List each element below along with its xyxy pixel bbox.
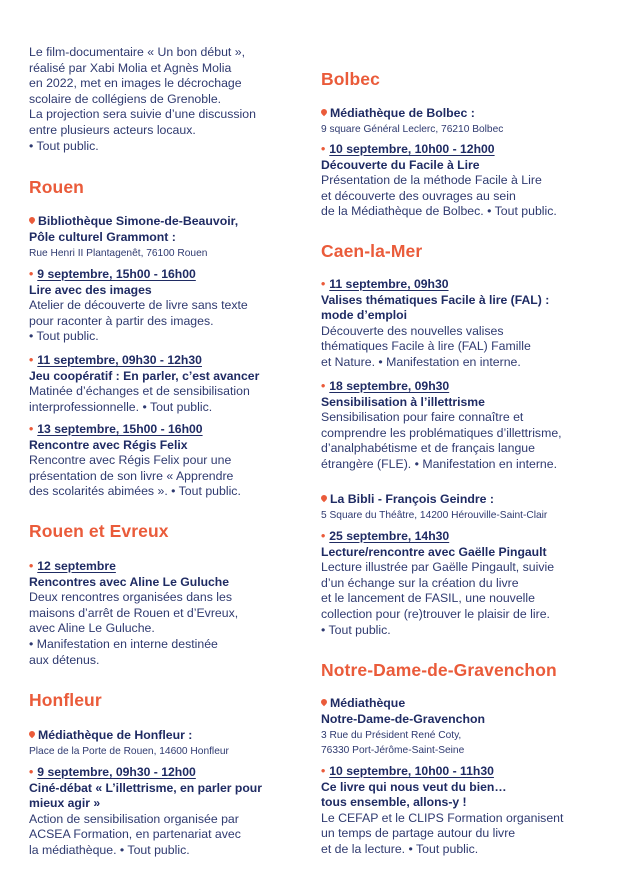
event-description: la médiathèque. • Tout public. bbox=[29, 842, 190, 857]
event-description: Deux rencontres organisées dans les bbox=[29, 590, 233, 605]
bullet-icon: • bbox=[29, 353, 34, 367]
city-heading-notre-dame: Notre-Dame-de-Gravenchon bbox=[321, 660, 557, 680]
event-title: mieux agir » bbox=[29, 796, 101, 811]
venue-name: Médiathèque de Honfleur : bbox=[38, 728, 193, 742]
venue-name: La Bibli - François Geindre : bbox=[330, 492, 494, 506]
event-date[interactable]: 13 septembre, 15h00 - 16h00 bbox=[37, 422, 203, 436]
intro-line: entre plusieurs acteurs locaux. bbox=[29, 122, 196, 137]
event-description: un temps de partage autour du livre bbox=[321, 826, 516, 841]
location-pin-icon bbox=[320, 698, 328, 706]
event-description: collection pour (re)trouver le plaisir de lire. bbox=[321, 606, 550, 621]
event-description: de la Médiathèque de Bolbec. • Tout public. bbox=[321, 204, 557, 219]
bullet-icon: • bbox=[321, 529, 326, 543]
venue-address: 76330 Port-Jérôme-Saint-Seine bbox=[321, 745, 465, 757]
event-description: Sensibilisation pour faire connaître et bbox=[321, 410, 524, 425]
venue-address: 5 Square du Théâtre, 14200 Hérouville-Saint-Clair bbox=[321, 509, 548, 521]
event-description: présentation de son livre « Apprendre bbox=[29, 468, 234, 483]
venue-address: 9 square Général Leclerc, 76210 Bolbec bbox=[321, 123, 504, 135]
venue-address: 3 Rue du Président René Coty, bbox=[321, 729, 462, 741]
event-description: Atelier de découverte de livre sans texte bbox=[29, 298, 248, 313]
event-date[interactable]: 9 septembre, 09h30 - 12h00 bbox=[37, 765, 196, 779]
event-description: aux détenus. bbox=[29, 652, 100, 667]
intro-line: La projection sera suivie d’une discussion bbox=[29, 107, 256, 122]
venue-name: Médiathèque de Bolbec : bbox=[330, 106, 475, 120]
event-description: Présentation de la méthode Facile à Lire bbox=[321, 173, 542, 188]
event-description: et de la lecture. • Tout public. bbox=[321, 841, 479, 856]
intro-line: Le film-documentaire « Un bon début », bbox=[29, 45, 246, 59]
venue-bolbec bbox=[321, 106, 503, 137]
event-date[interactable]: 10 septembre, 10h00 - 12h00 bbox=[329, 142, 495, 156]
venue-name: Pôle culturel Grammont : bbox=[29, 229, 176, 244]
city-heading-rouen: Rouen bbox=[29, 177, 84, 197]
event-title: Sensibilisation à l’illettrisme bbox=[321, 394, 485, 409]
event-description: d’analphabétisme et de français langue bbox=[321, 441, 535, 456]
location-pin-icon bbox=[28, 216, 36, 224]
intro-line: • Tout public. bbox=[29, 138, 99, 153]
event-caen-2 bbox=[321, 379, 562, 473]
event-date[interactable]: 18 septembre, 09h30 bbox=[329, 379, 450, 393]
event-description: Action de sensibilisation organisée par bbox=[29, 811, 239, 826]
bullet-icon: • bbox=[29, 267, 34, 281]
event-description: des scolarités abimées ». • Tout public. bbox=[29, 484, 241, 499]
event-description: • Tout public. bbox=[321, 622, 391, 637]
venue-la-bibli bbox=[321, 492, 547, 523]
event-description: interprofessionnelle. • Tout public. bbox=[29, 399, 213, 414]
venue-notre-dame bbox=[321, 696, 485, 759]
event-description: Rencontre avec Régis Felix pour une bbox=[29, 453, 232, 468]
venue-name: Notre-Dame-de-Gravenchon bbox=[321, 711, 485, 726]
event-rouen-3 bbox=[29, 422, 241, 500]
event-date[interactable]: 9 septembre, 15h00 - 16h00 bbox=[37, 267, 196, 281]
location-pin-icon bbox=[320, 494, 328, 502]
bullet-icon: • bbox=[321, 764, 326, 778]
event-title: Découverte du Facile à Lire bbox=[321, 157, 480, 172]
event-title: Rencontres avec Aline Le Guluche bbox=[29, 574, 230, 589]
bullet-icon: • bbox=[29, 765, 34, 779]
event-caen-1 bbox=[321, 277, 549, 371]
event-description: ACSEA Formation, en partenariat avec bbox=[29, 827, 241, 842]
event-title: Ciné-débat « L’illettrisme, en parler pour bbox=[29, 780, 262, 795]
event-description: maisons d’arrêt de Rouen et d’Evreux, bbox=[29, 605, 239, 620]
event-description: comprendre les problématiques d’illettrisme, bbox=[321, 425, 562, 440]
event-title: Jeu coopératif : En parler, c’est avancer bbox=[29, 368, 260, 383]
event-description: • Manifestation en interne destinée bbox=[29, 636, 218, 651]
event-description: pour raconter à partir des images. bbox=[29, 313, 214, 328]
event-description: et le lancement de FASIL, une nouvelle bbox=[321, 591, 535, 606]
intro-line: en 2022, met en images le décrochage bbox=[29, 76, 242, 91]
event-rouen-2 bbox=[29, 353, 259, 415]
event-honfleur-1 bbox=[29, 765, 262, 859]
event-title: Lire avec des images bbox=[29, 282, 152, 297]
event-date[interactable]: 25 septembre, 14h30 bbox=[329, 529, 450, 543]
venue-rouen bbox=[29, 214, 238, 261]
event-title: tous ensemble, allons-y ! bbox=[321, 795, 467, 810]
city-heading-rouen-evreux: Rouen et Evreux bbox=[29, 521, 169, 541]
city-heading-caen: Caen-la-Mer bbox=[321, 241, 423, 261]
event-description: • Tout public. bbox=[29, 329, 99, 344]
event-description: thématiques Facile à lire (FAL) Famille bbox=[321, 339, 531, 354]
venue-address: Rue Henri II Plantagenêt, 76100 Rouen bbox=[29, 247, 208, 259]
event-date[interactable]: 11 septembre, 09h30 bbox=[329, 277, 449, 291]
event-caen-3 bbox=[321, 529, 554, 638]
venue-name: Bibliothèque Simone-de-Beauvoir, bbox=[38, 214, 239, 228]
event-title: Rencontre avec Régis Felix bbox=[29, 437, 188, 452]
event-description: avec Aline Le Guluche. bbox=[29, 621, 155, 636]
event-date[interactable]: 10 septembre, 10h00 - 11h30 bbox=[329, 764, 494, 778]
event-title: Valises thématiques Facile à lire (FAL) : bbox=[321, 292, 550, 307]
event-notre-dame-1 bbox=[321, 764, 563, 858]
location-pin-icon bbox=[320, 108, 328, 116]
event-description: Le CEFAP et le CLIPS Formation organisent bbox=[321, 810, 564, 825]
venue-name: Médiathèque bbox=[330, 696, 406, 710]
bullet-icon: • bbox=[321, 379, 326, 393]
event-description: étrangère (FLE). • Manifestation en interne. bbox=[321, 456, 558, 471]
intro-paragraph bbox=[29, 45, 256, 154]
event-description: d’un échange sur la création du livre bbox=[321, 575, 519, 590]
event-description: Lecture illustrée par Gaëlle Pingault, suivie bbox=[321, 560, 555, 575]
event-description: et Nature. • Manifestation en interne. bbox=[321, 354, 521, 369]
bullet-icon: • bbox=[29, 559, 34, 573]
event-description: et découverte des ouvrages au sein bbox=[321, 188, 516, 203]
bullet-icon: • bbox=[29, 422, 34, 436]
intro-line: scolaire de collégiens de Grenoble. bbox=[29, 91, 222, 106]
city-heading-honfleur: Honfleur bbox=[29, 690, 102, 710]
venue-address: Place de la Porte de Rouen, 14600 Honfleur bbox=[29, 745, 229, 757]
event-title: Lecture/rencontre avec Gaëlle Pingault bbox=[321, 544, 547, 559]
city-heading-bolbec: Bolbec bbox=[321, 69, 380, 89]
event-date[interactable]: 11 septembre, 09h30 - 12h30 bbox=[37, 353, 202, 367]
bullet-icon: • bbox=[321, 277, 326, 291]
event-bolbec-1 bbox=[321, 142, 557, 220]
location-pin-icon bbox=[28, 730, 36, 738]
event-title: mode d’emploi bbox=[321, 308, 407, 323]
bullet-icon: • bbox=[321, 142, 326, 156]
event-title: Ce livre qui nous veut du bien… bbox=[321, 779, 507, 794]
event-description: Matinée d’échanges et de sensibilisation bbox=[29, 384, 250, 399]
event-rouen-1 bbox=[29, 267, 248, 345]
event-rouen-evreux-1 bbox=[29, 559, 238, 668]
intro-line: réalisé par Xabi Molia et Agnès Molia bbox=[29, 60, 232, 75]
venue-honfleur bbox=[29, 728, 229, 759]
event-date[interactable]: 12 septembre bbox=[37, 559, 116, 573]
event-description: Découverte des nouvelles valises bbox=[321, 323, 504, 338]
